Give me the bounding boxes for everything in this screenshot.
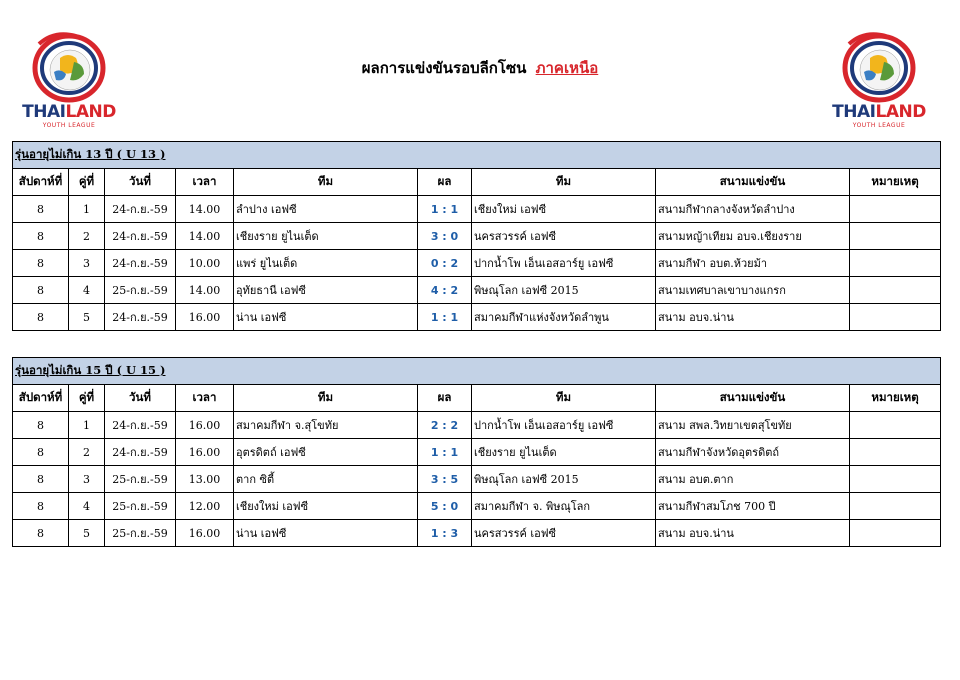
time-cell: 16.00 xyxy=(176,412,234,439)
time-cell: 10.00 xyxy=(176,250,234,277)
score-cell: 3 : 5 xyxy=(418,466,472,493)
away-team-cell: ปากน้ำโพ เอ็นเอสอาร์ยู เอฟซี xyxy=(472,250,656,277)
match-cell: 2 xyxy=(69,223,105,250)
u15-schedule-table xyxy=(12,357,941,547)
week-cell: 8 xyxy=(13,304,69,331)
time-cell: 16.00 xyxy=(176,304,234,331)
note-cell xyxy=(850,466,941,493)
away-team-cell: สมาคมกีฬา จ. พิษณุโลก xyxy=(472,493,656,520)
time-cell: 14.00 xyxy=(176,196,234,223)
column-header: ทีม xyxy=(234,385,418,412)
home-team-cell: เชียงราย ยูไนเต็ด xyxy=(234,223,418,250)
column-header-row xyxy=(13,169,941,196)
week-cell: 8 xyxy=(13,277,69,304)
column-header: วันที่ xyxy=(105,169,176,196)
score-cell: 1 : 3 xyxy=(418,520,472,547)
match-cell: 3 xyxy=(69,466,105,493)
note-cell xyxy=(850,223,941,250)
week-cell: 8 xyxy=(13,493,69,520)
time-cell: 14.00 xyxy=(176,223,234,250)
note-cell xyxy=(850,277,941,304)
note-cell xyxy=(850,250,941,277)
time-cell: 16.00 xyxy=(176,439,234,466)
u13-schedule-table xyxy=(12,141,941,331)
score-cell: 0 : 2 xyxy=(418,250,472,277)
page-title xyxy=(0,56,960,80)
date-cell: 24-ก.ย.-59 xyxy=(105,223,176,250)
table-row xyxy=(13,412,941,439)
week-cell: 8 xyxy=(13,223,69,250)
column-header-row xyxy=(13,385,941,412)
date-cell: 25-ก.ย.-59 xyxy=(105,493,176,520)
venue-cell: สนาม อบต.ตาก xyxy=(656,466,850,493)
date-cell: 24-ก.ย.-59 xyxy=(105,196,176,223)
home-team-cell: ตาก ซิตี้ xyxy=(234,466,418,493)
score-cell: 5 : 0 xyxy=(418,493,472,520)
home-team-cell: อุตรดิตถ์ เอฟซี xyxy=(234,439,418,466)
match-cell: 4 xyxy=(69,277,105,304)
column-header: ทีม xyxy=(472,385,656,412)
match-cell: 1 xyxy=(69,196,105,223)
week-cell: 8 xyxy=(13,250,69,277)
region-text: ภาคเหนือ xyxy=(535,59,599,77)
note-cell xyxy=(850,196,941,223)
date-cell: 24-ก.ย.-59 xyxy=(105,250,176,277)
match-cell: 5 xyxy=(69,304,105,331)
venue-cell: สนามกีฬา อบต.ห้วยม้า xyxy=(656,250,850,277)
score-cell: 3 : 0 xyxy=(418,223,472,250)
venue-cell: สนามกีฬากลางจังหวัดลำปาง xyxy=(656,196,850,223)
column-header: ผล xyxy=(418,169,472,196)
column-header: สนามแข่งขัน xyxy=(656,169,850,196)
venue-cell: สนามหญ้าเทียม อบจ.เชียงราย xyxy=(656,223,850,250)
away-team-cell: นครสวรรค์ เอฟซี xyxy=(472,223,656,250)
column-header: ทีม xyxy=(472,169,656,196)
venue-cell: สนามเทศบาลเขาบางแกรก xyxy=(656,277,850,304)
score-cell: 4 : 2 xyxy=(418,277,472,304)
date-cell: 24-ก.ย.-59 xyxy=(105,412,176,439)
thailand-youth-league-logo-left: THAILAND YOUTH LEAGUE xyxy=(14,26,124,130)
thailand-youth-league-logo-right: THAILAND YOUTH LEAGUE xyxy=(824,26,934,130)
date-cell: 25-ก.ย.-59 xyxy=(105,520,176,547)
match-cell: 2 xyxy=(69,439,105,466)
home-team-cell: น่าน เอฟซี xyxy=(234,304,418,331)
table-row xyxy=(13,439,941,466)
venue-cell: สนาม อบจ.น่าน xyxy=(656,520,850,547)
match-cell: 1 xyxy=(69,412,105,439)
date-cell: 25-ก.ย.-59 xyxy=(105,277,176,304)
home-team-cell: แพร่ ยูไนเต็ด xyxy=(234,250,418,277)
section-title: รุ่นอายุไม่เกิน 15 ปี ( U 15 ) xyxy=(13,358,941,385)
table-row xyxy=(13,466,941,493)
away-team-cell: ปากน้ำโพ เอ็นเอสอาร์ยู เอฟซี xyxy=(472,412,656,439)
column-header: ทีม xyxy=(234,169,418,196)
away-team-cell: นครสวรรค์ เอฟซี xyxy=(472,520,656,547)
column-header: วันที่ xyxy=(105,385,176,412)
table-row xyxy=(13,304,941,331)
time-cell: 13.00 xyxy=(176,466,234,493)
home-team-cell: น่าน เอฟซี xyxy=(234,520,418,547)
note-cell xyxy=(850,439,941,466)
column-header: คู่ที่ xyxy=(69,385,105,412)
table-row xyxy=(13,196,941,223)
score-cell: 1 : 1 xyxy=(418,304,472,331)
match-cell: 5 xyxy=(69,520,105,547)
date-cell: 24-ก.ย.-59 xyxy=(105,439,176,466)
week-cell: 8 xyxy=(13,196,69,223)
date-cell: 24-ก.ย.-59 xyxy=(105,304,176,331)
home-team-cell: ลำปาง เอฟซี xyxy=(234,196,418,223)
home-team-cell: เชียงใหม่ เอฟซี xyxy=(234,493,418,520)
venue-cell: สนามกีฬาจังหวัดอุตรดิตถ์ xyxy=(656,439,850,466)
column-header: สัปดาห์ที่ xyxy=(13,169,69,196)
week-cell: 8 xyxy=(13,412,69,439)
note-cell xyxy=(850,412,941,439)
time-cell: 16.00 xyxy=(176,520,234,547)
column-header: คู่ที่ xyxy=(69,169,105,196)
away-team-cell: สมาคมกีฬาแห่งจังหวัดลำพูน xyxy=(472,304,656,331)
week-cell: 8 xyxy=(13,466,69,493)
venue-cell: สนามกีฬาสมโภช 700 ปี xyxy=(656,493,850,520)
column-header: สนามแข่งขัน xyxy=(656,385,850,412)
column-header: เวลา xyxy=(176,169,234,196)
score-cell: 1 : 1 xyxy=(418,196,472,223)
note-cell xyxy=(850,520,941,547)
table-row xyxy=(13,277,941,304)
week-cell: 8 xyxy=(13,439,69,466)
table-row xyxy=(13,223,941,250)
home-team-cell: อุทัยธานี เอฟซี xyxy=(234,277,418,304)
column-header: เวลา xyxy=(176,385,234,412)
table-row xyxy=(13,250,941,277)
column-header: หมายเหตุ xyxy=(850,169,941,196)
home-team-cell: สมาคมกีฬา จ.สุโขทัย xyxy=(234,412,418,439)
away-team-cell: พิษณุโลก เอฟซี 2015 xyxy=(472,277,656,304)
away-team-cell: พิษณุโลก เอฟซี 2015 xyxy=(472,466,656,493)
venue-cell: สนาม อบจ.น่าน xyxy=(656,304,850,331)
table-row xyxy=(13,493,941,520)
match-cell: 4 xyxy=(69,493,105,520)
column-header: หมายเหตุ xyxy=(850,385,941,412)
match-cell: 3 xyxy=(69,250,105,277)
away-team-cell: เชียงราย ยูไนเต็ด xyxy=(472,439,656,466)
column-header: สัปดาห์ที่ xyxy=(13,385,69,412)
column-header: ผล xyxy=(418,385,472,412)
section-title: รุ่นอายุไม่เกิน 13 ปี ( U 13 ) xyxy=(13,142,941,169)
note-cell xyxy=(850,493,941,520)
time-cell: 14.00 xyxy=(176,277,234,304)
note-cell xyxy=(850,304,941,331)
week-cell: 8 xyxy=(13,520,69,547)
title-text: ผลการแข่งขันรอบลีกโซน xyxy=(361,59,527,77)
score-cell: 1 : 1 xyxy=(418,439,472,466)
table-row xyxy=(13,520,941,547)
time-cell: 12.00 xyxy=(176,493,234,520)
date-cell: 25-ก.ย.-59 xyxy=(105,466,176,493)
away-team-cell: เชียงใหม่ เอฟซี xyxy=(472,196,656,223)
venue-cell: สนาม สพล.วิทยาเขตสุโขทัย xyxy=(656,412,850,439)
score-cell: 2 : 2 xyxy=(418,412,472,439)
